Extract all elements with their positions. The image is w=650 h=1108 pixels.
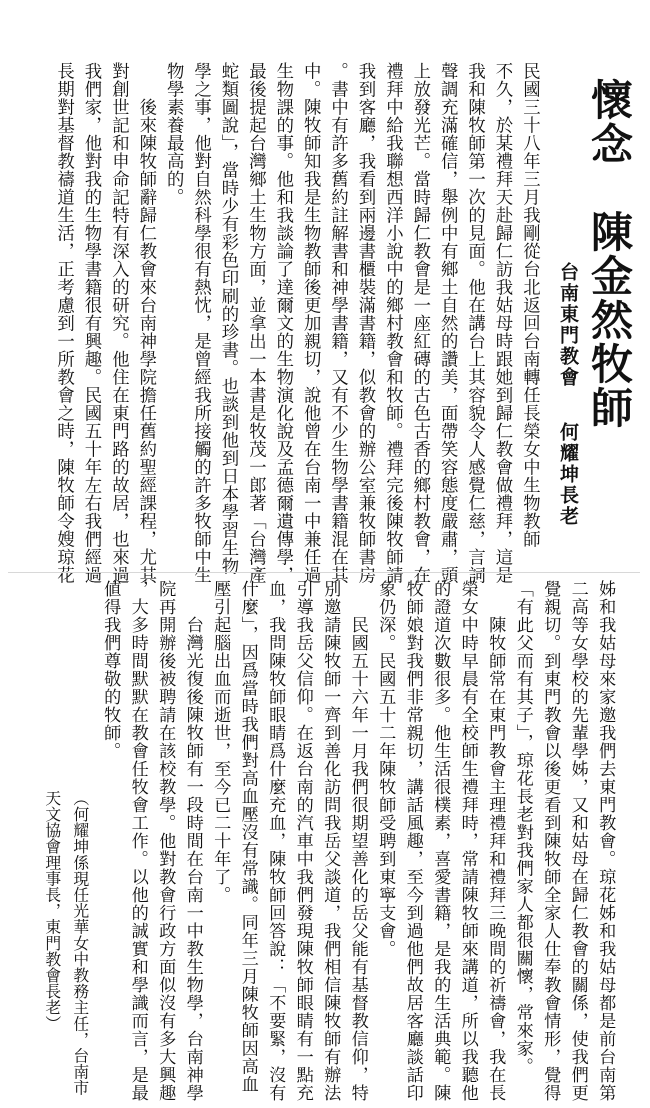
text-column: 台灣光復後陳牧師有一段時間在台南一中教生物學，台南神學 [182,580,203,1102]
text-column: 覺親切。到東門教會以後更看到陳牧師全家人仕奉教會情形，覺得 [540,580,561,1102]
text-column: 我們家，他對我的生物學書籍很有興趣。民國五十年左右我們經過 [81,62,101,584]
text-column: 後來陳牧師辭歸仁教會來台南神學院擔任舊約聖經課程，尤其 [135,62,156,584]
text-column: 榮女中時早晨有全校師生禮拜時，常請陳牧師來講道，所以我聽他 [457,580,478,1102]
text-column: 姊和我姑母來家邀我們去東門教會。琼花姊和我姑母都是前台南第 [595,580,616,1102]
text-column: 民國五十六年一月我們很期望善化的岳父能有基督教信仰，特 [347,580,368,1102]
text-column: 象仍深。民國五十二年陳牧師受聘到東寧支會。 [375,580,396,958]
author-church: 台南東門教會 [557,262,579,388]
section-divider [8,572,640,573]
text-column: 的證道次數很多。他生活很樸素，喜愛書籍，是我的生活典範。陳 [430,580,451,1102]
text-column: 對創世記和申命記特有深入的研究。他住在東門路的故居，也來過 [108,62,129,584]
text-column: 血，我問陳牧師眼睛爲什麼充血，陳牧師回答說：「不要緊，沒有 [265,580,286,1102]
text-column: 什麼」，因爲當時我們對高血壓沒有常識。同年三月陳牧師因高血 [237,580,258,1094]
text-column: ，大多時間默默在教會任牧會工作。以他的誠實和學識而言，是最 [127,580,148,1102]
note-column: （何耀坤係現任光華女中教務主任，台南市 [70,790,90,1096]
text-column: 壓引起腦出血而逝世，至今已二十年了。 [210,580,231,904]
text-column: 長期對基督教禱道生活，正考慮到一所教會之時，陳牧師令嫂琼花 [53,62,74,584]
text-column: 生物課的事。他和我談論了達爾文的生物演化說及孟德爾遺傳學， [272,62,293,584]
note-column: 天文協會理事長，東門教會長老） [42,790,62,1032]
text-column: 最後提起台灣鄉土生物方面，並拿出一本書是牧茂一郎著「台灣產 [245,62,266,584]
text-column: 。書中有許多舊約註解書和神學書籍，又有不少生物學書籍混在其 [327,62,348,584]
text-column: 二高等女學校的先輩學姊，又和姑母在歸仁教會的關係，使我們更 [567,580,588,1102]
text-column: 學之事，他對自然科學很有熱忱，是曾經我所接觸的許多牧師中生 [190,62,211,584]
author-name: 何耀坤長老 [557,422,579,527]
text-column: 不久，於某禮拜天赴歸仁訪我姑母時跟她到歸仁教會做禮拜，這是 [492,62,512,584]
text-column: 蛇類圖說」，當時少有彩色印刷的珍書。也談到他到日本學習生物 [218,62,238,576]
article-title: 懷念 陳金然牧師 [585,78,634,430]
text-column: 院再開辦後被聘請在該校教學。他對教會行政方面似沒有多大興趣 [155,580,176,1102]
text-column: 中。陳牧師知我是生物教師後更加親切，說他曾在台南一中兼任過 [300,62,321,584]
text-column: 牧師娘對我們非常親切，講話風趣，至今到過他們故居客廳談話印 [402,580,423,1102]
text-column: 別邀請陳牧師一齊到善化訪問我岳父談道，我們相信陳牧師有辦法 [320,580,341,1102]
text-column: 民國三十八年三月我剛從台北返回台南轉任長榮女中生物教師 [519,62,540,548]
text-column: 聲調充滿確信，舉例中有鄉土自然的讚美，面帶笑容態度嚴肅，頭 [437,62,458,584]
text-column: 我和陳牧師第一次的見面。他在講台上其容貌令人感覺仁慈，言詞 [464,62,485,584]
text-column: 上放發光芒。當時歸仁教會是一座紅磚的古色古香的鄉村教會，在 [409,62,430,584]
text-column: 禮拜中給我聯想西洋小說中的鄉村教會和牧師。禮拜完後陳牧師請 [382,62,403,584]
text-column: 我到客廳，我看到兩邊書櫃裝滿書籍，似教會的辦公室兼牧師書房 [355,62,375,584]
text-column: 値得我們尊敬的牧師。 [100,580,121,760]
text-column: 「有此父而有其子」，琼花長老對我們家人都很關懷，常來家。 [512,580,533,1076]
text-column: 引導我岳父信仰。在返台南的汽車中我們發現陳牧師眼睛有一點充 [292,580,313,1102]
text-column: 陳牧師常在東門教會主理禮拜和禮拜三晚間的祈禱會，我在長 [485,580,506,1102]
text-column: 物學素養最高的。 [163,62,184,206]
